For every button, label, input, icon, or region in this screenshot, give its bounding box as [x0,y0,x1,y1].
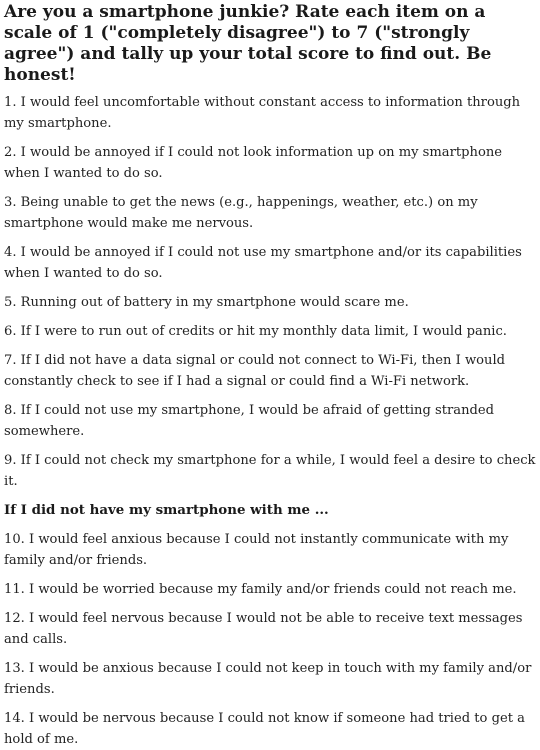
question-item: 5. Running out of battery in my smartphone would scare me. [4,295,409,310]
question-item: 1. I would feel uncomfortable without constant access to information through my smartphone. [4,95,521,131]
question-item: 11. I would be worried because my family and/or friends could not reach me. [4,582,517,597]
quiz-title: Are you a smartphone junkie? Rate each item on a scale of 1 ("completely disagree") to 7 ("strongly agree") and tally up your total score to find out. Be honest! [4,2,492,85]
question-item: 7. If I did not have a data signal or could not connect to Wi-Fi, then I would constantly check to see if I had a signal or could find a Wi-Fi network. [4,353,506,389]
question-item: 2. I would be annoyed if I could not look information up on my smartphone when I wanted to do so. [4,145,503,181]
question-item: 6. If I were to run out of credits or hit my monthly data limit, I would panic. [4,324,507,339]
question-item: 14. I would be nervous because I could not know if someone had tried to get a hold of me. [4,711,525,747]
question-item: 9. If I could not check my smartphone for a while, I would feel a desire to check it. [4,453,536,489]
question-item: 8. If I could not use my smartphone, I would be afraid of getting stranded somewhere. [4,403,495,439]
question-item: 13. I would be anxious because I could not keep in touch with my family and/or friends. [4,661,532,697]
question-item: 10. I would feel anxious because I could not instantly communicate with my family and/or friends. [4,532,509,568]
question-item: 4. I would be annoyed if I could not use my smartphone and/or its capabilities when I wanted to do so. [4,245,522,281]
question-item: 12. I would feel nervous because I would not be able to receive text messages and calls. [4,611,523,647]
question-list-part1 [4,92,536,492]
section-subheading: If I did not have my smartphone with me ... [4,502,329,518]
question-item: 3. Being unable to get the news (e.g., happenings, weather, etc.) on my smartphone would make me nervous. [4,195,478,231]
question-list-part2 [4,529,536,750]
